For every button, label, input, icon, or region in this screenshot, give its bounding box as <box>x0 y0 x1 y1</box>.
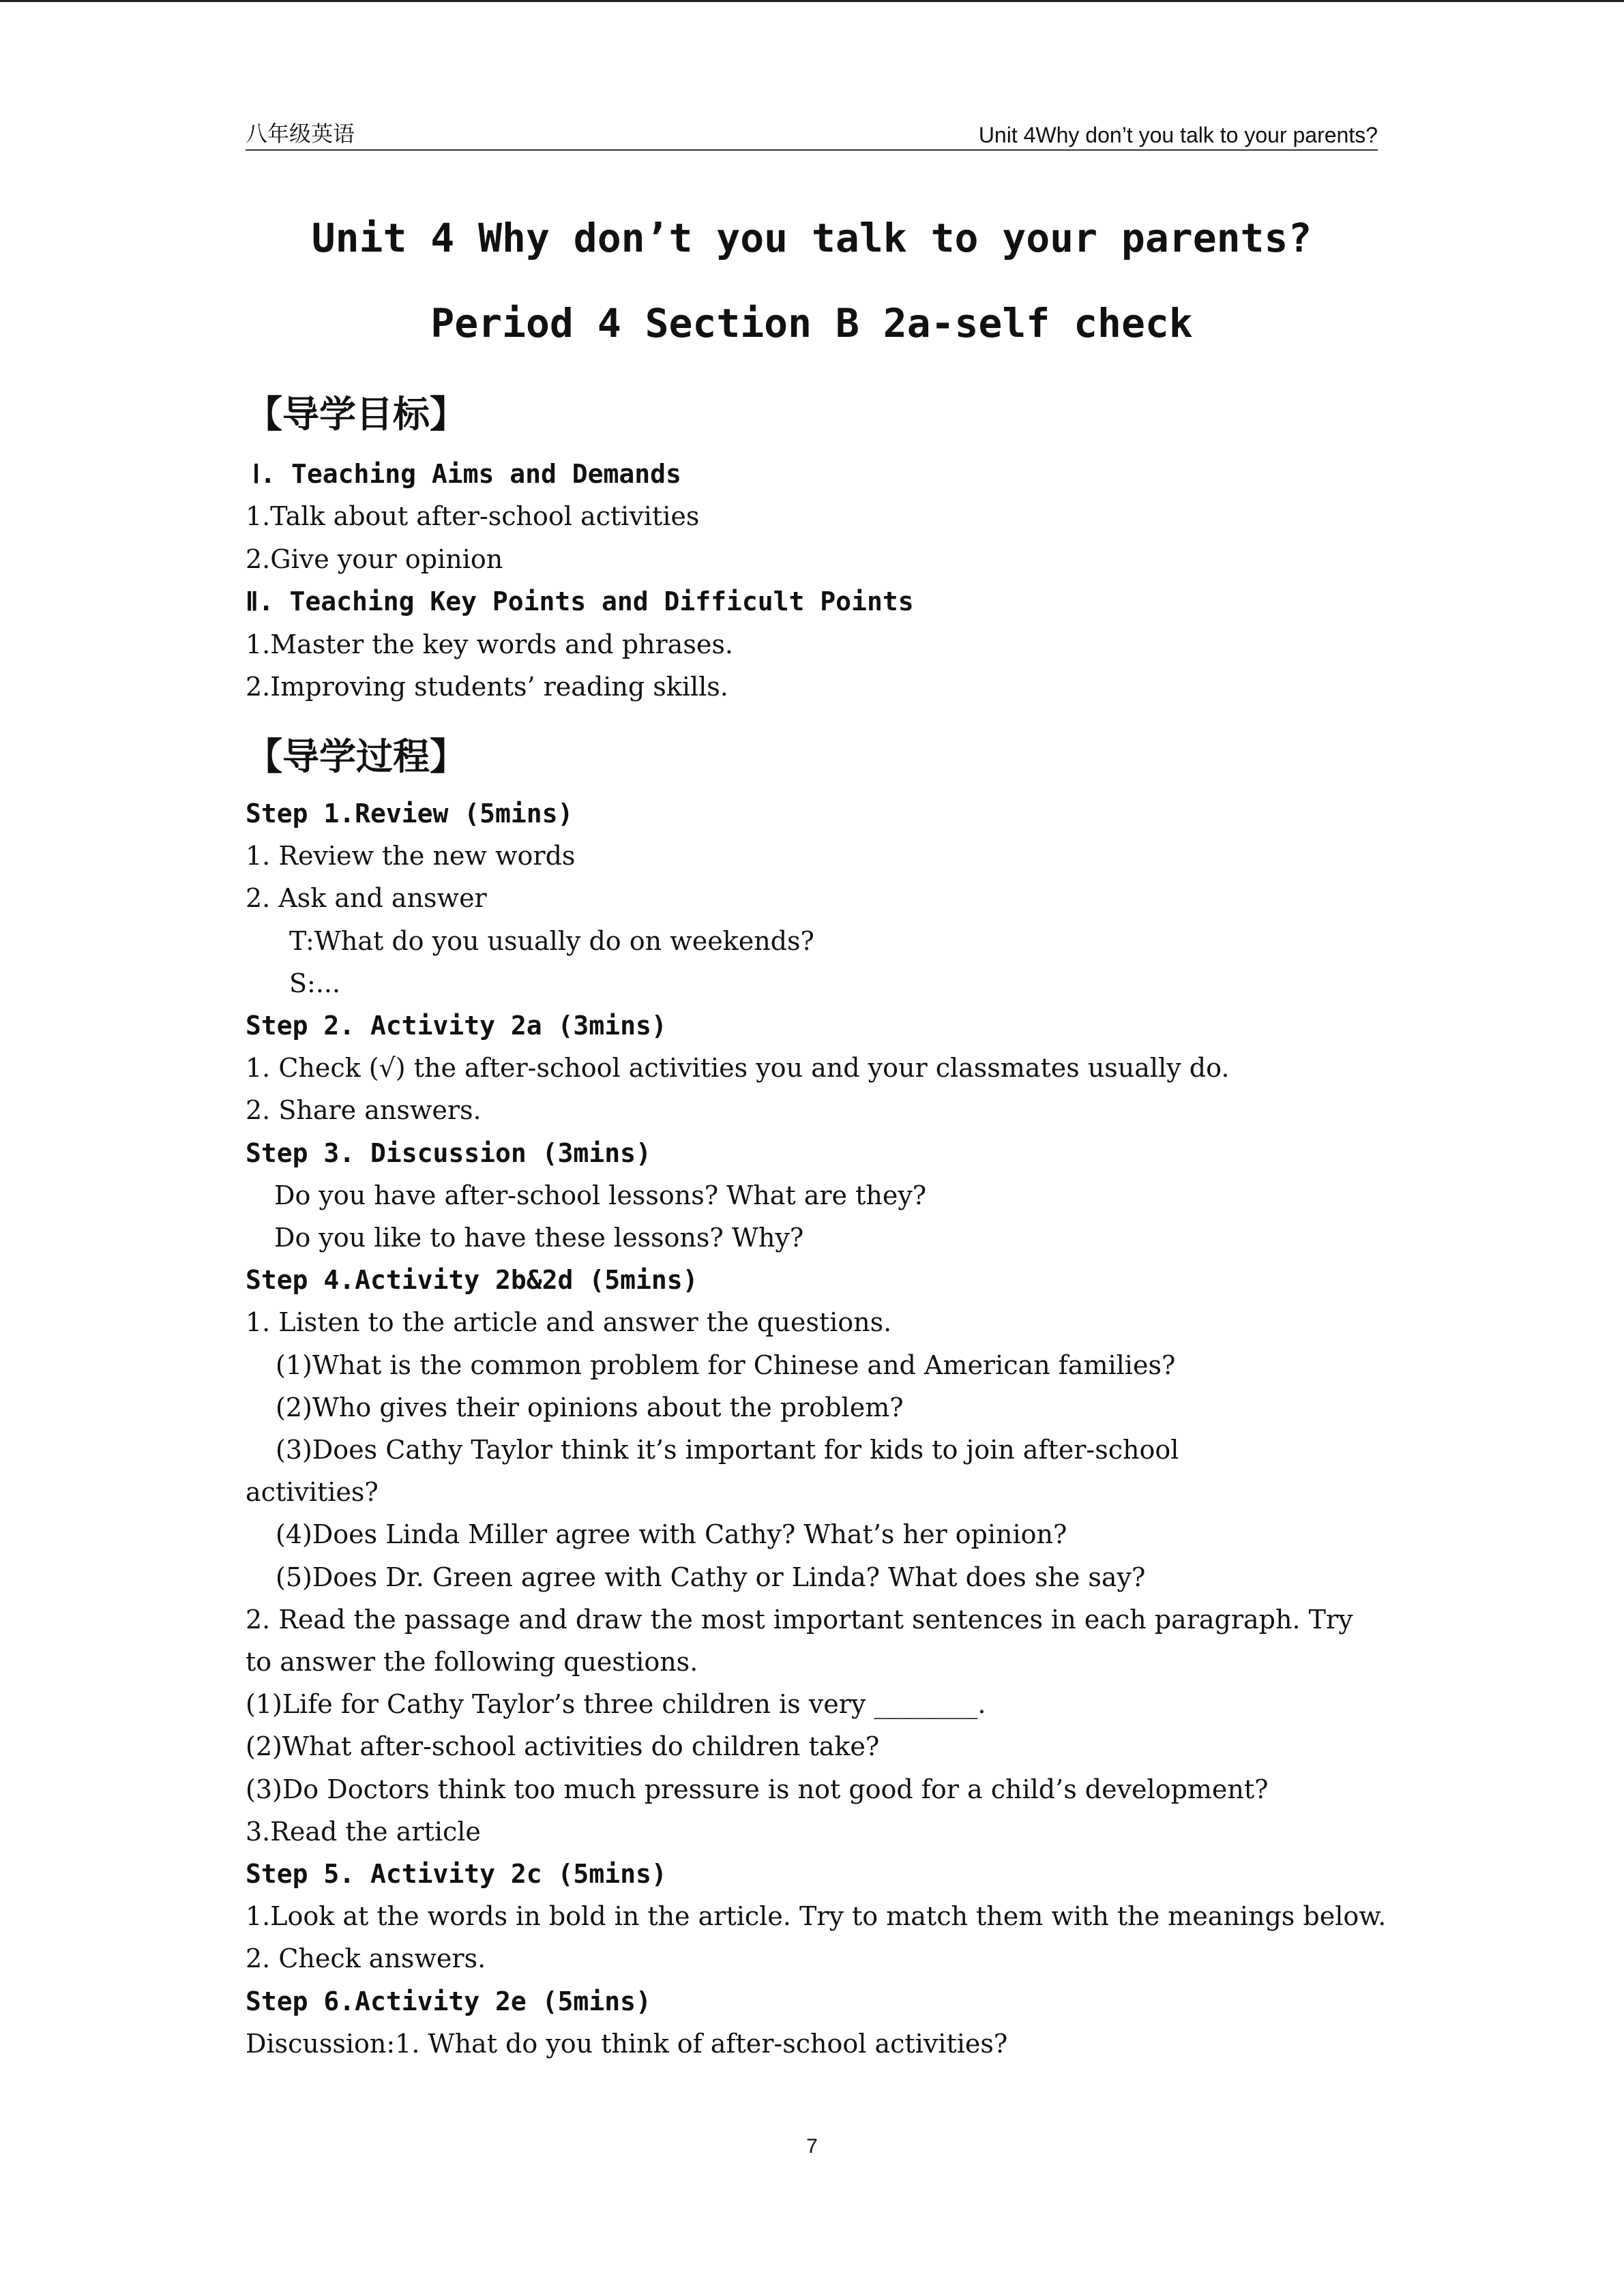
header-left: 八年级英语 <box>246 121 355 147</box>
text-line: (2)What after-school activities do children take? <box>246 1731 880 1762</box>
document-title: Unit 4 Why don’t you talk to your parents? <box>311 215 1312 261</box>
page-number: 7 <box>806 2135 818 2158</box>
header-right: Unit 4Why don’t you talk to your parents? <box>978 123 1378 147</box>
text-line: (5)Does Dr. Green agree with Cathy or Linda? What does she say? <box>276 1562 1146 1592</box>
text-line: 1. Check (√) the after-school activities you and your classmates usually do. <box>246 1053 1230 1084</box>
text-line: (1)What is the common problem for Chinese and American families? <box>276 1350 1176 1380</box>
text-line: S:... <box>289 968 341 998</box>
text-line: 1.Look at the words in bold in the article. Try to match them with the meanings below. <box>246 1901 1387 1932</box>
text-line: activities? <box>246 1477 379 1508</box>
text-line: to answer the following questions. <box>246 1647 698 1677</box>
text-line: (2)Who gives their opinions about the problem? <box>276 1392 904 1422</box>
text-line: 3.Read the article <box>246 1816 481 1847</box>
text-line: 1. Review the new words <box>246 841 576 871</box>
text-line: 1.Master the key words and phrases. <box>246 629 733 659</box>
text-line: 1. Listen to the article and answer the questions. <box>246 1307 892 1338</box>
text-line: 2. Ask and answer <box>246 883 487 914</box>
text-line: Do you have after-school lessons? What are they? <box>274 1180 927 1210</box>
step-heading: Ⅱ. Teaching Key Points and Difficult Points <box>246 586 914 617</box>
text-line: (1)Life for Cathy Taylor’s three children is very ________. <box>246 1689 986 1720</box>
text-line: (3)Do Doctors think too much pressure is not good for a child’s development? <box>246 1774 1269 1804</box>
process-heading: 【导学过程】 <box>246 735 467 778</box>
text-line: (3)Does Cathy Taylor think it’s important for kids to join after-school <box>276 1435 1179 1465</box>
text-line: Discussion:1. What do you think of after-school activities? <box>246 2028 1008 2059</box>
document-subtitle: Period 4 Section B 2a-self check <box>430 300 1193 346</box>
aims-heading: 【导学目标】 <box>246 393 467 436</box>
text-line: 2.Give your opinion <box>246 543 503 574</box>
step-heading: Ⅰ. Teaching Aims and Demands <box>252 459 681 489</box>
step-heading: Step 2. Activity 2a (3mins) <box>246 1011 667 1041</box>
step-heading: Step 1.Review (5mins) <box>246 799 574 829</box>
text-line: 2.Improving students’ reading skills. <box>246 672 728 702</box>
text-line: T:What do you usually do on weekends? <box>289 925 814 956</box>
step-heading: Step 6.Activity 2e (5mins) <box>246 1986 651 2016</box>
step-heading: Step 5. Activity 2c (5mins) <box>246 1859 667 1889</box>
text-line: (4)Does Linda Miller agree with Cathy? What’s her opinion? <box>276 1519 1067 1550</box>
text-line: 2. Check answers. <box>246 1943 486 1974</box>
text-line: 2. Read the passage and draw the most important sentences in each paragraph. Try <box>246 1604 1353 1635</box>
text-line: 1.Talk about after-school activities <box>246 501 700 532</box>
step-heading: Step 3. Discussion (3mins) <box>246 1137 651 1168</box>
page-header <box>246 119 1378 151</box>
text-line: 2. Share answers. <box>246 1095 482 1126</box>
step-heading: Step 4.Activity 2b&2d (5mins) <box>246 1265 698 1296</box>
text-line: Do you like to have these lessons? Why? <box>274 1223 804 1253</box>
